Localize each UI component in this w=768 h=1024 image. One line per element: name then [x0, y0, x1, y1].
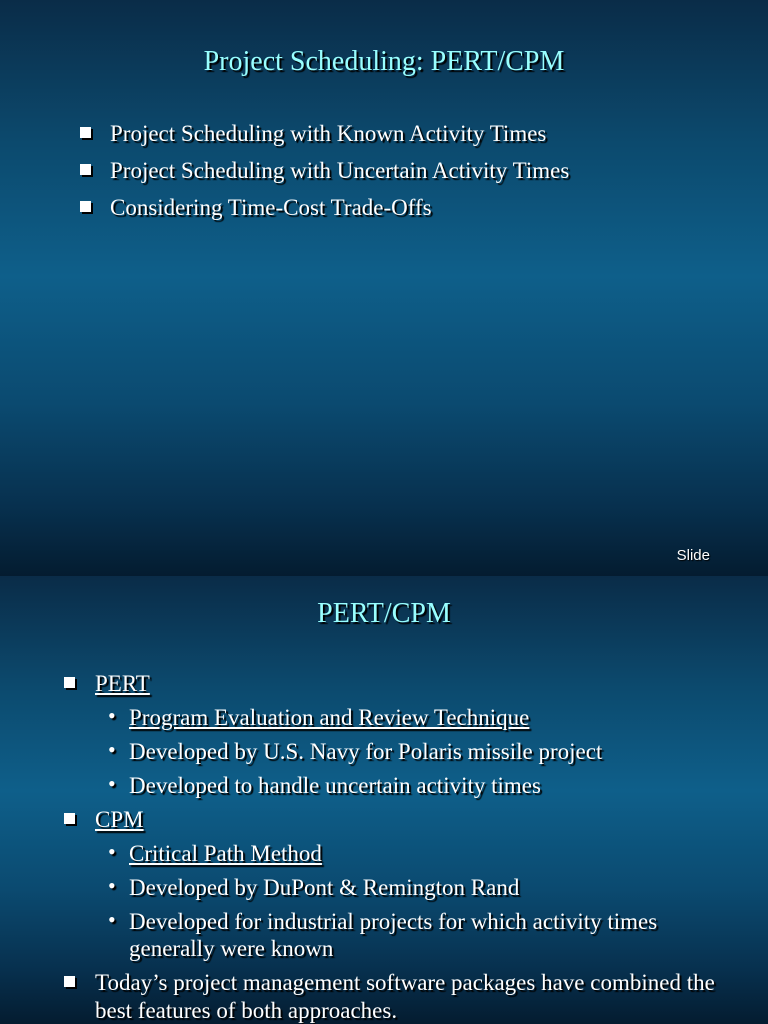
- sub-bullet-item: [95, 908, 724, 962]
- sub-bullet-item: [95, 738, 724, 765]
- cpm-section: [64, 806, 724, 962]
- bullet-text: Considering Time-Cost Trade-Offs: [110, 195, 432, 220]
- today-bullet: [64, 969, 724, 1024]
- square-bullet-icon: [80, 127, 91, 138]
- dot-bullet-icon: •: [108, 839, 116, 864]
- dot-bullet-icon: •: [108, 771, 116, 796]
- slide-1-bullet-list: [80, 120, 740, 231]
- slide-2-title: PERT/CPM: [317, 598, 451, 629]
- slide-label: Slide: [676, 547, 710, 564]
- today-text: Today’s project management software packages have combined the best features of both approaches.: [95, 970, 715, 1023]
- square-bullet-icon: [64, 976, 75, 987]
- square-bullet-icon: [64, 813, 75, 824]
- sub-bullet-text: Developed by DuPont & Remington Rand: [129, 875, 520, 900]
- bullet-item: [80, 120, 740, 148]
- cpm-sublist: [95, 840, 724, 962]
- cpm-label: CPM: [95, 807, 144, 832]
- square-bullet-icon: [80, 201, 91, 212]
- dot-bullet-icon: •: [108, 873, 116, 898]
- pert-sublist: [95, 704, 724, 799]
- sub-bullet-text: Developed for industrial projects for which activity times generally were known: [129, 909, 658, 961]
- sub-bullet-item: [95, 704, 724, 731]
- pert-section: [64, 670, 724, 799]
- square-bullet-icon: [64, 677, 75, 688]
- sub-bullet-text: Program Evaluation and Review Technique: [129, 705, 530, 730]
- dot-bullet-icon: •: [108, 907, 116, 932]
- sub-bullet-item: [95, 772, 724, 799]
- bullet-text: Project Scheduling with Uncertain Activity Times: [110, 158, 570, 183]
- slide-2-bullet-list: [64, 670, 724, 1024]
- pert-label: PERT: [95, 671, 150, 696]
- bullet-item: [80, 194, 740, 222]
- sub-bullet-text: Developed by U.S. Navy for Polaris missile project: [129, 739, 603, 764]
- sub-bullet-text: Developed to handle uncertain activity times: [129, 773, 541, 798]
- dot-bullet-icon: •: [108, 703, 116, 728]
- bullet-text: Project Scheduling with Known Activity Times: [110, 121, 547, 146]
- dot-bullet-icon: •: [108, 737, 116, 762]
- slide-1-title: Project Scheduling: PERT/CPM: [203, 46, 565, 77]
- slide-2: [0, 576, 768, 1024]
- square-bullet-icon: [80, 164, 91, 175]
- bullet-item: [80, 157, 740, 185]
- sub-bullet-text: Critical Path Method: [129, 841, 322, 866]
- sub-bullet-item: [95, 874, 724, 901]
- sub-bullet-item: [95, 840, 724, 867]
